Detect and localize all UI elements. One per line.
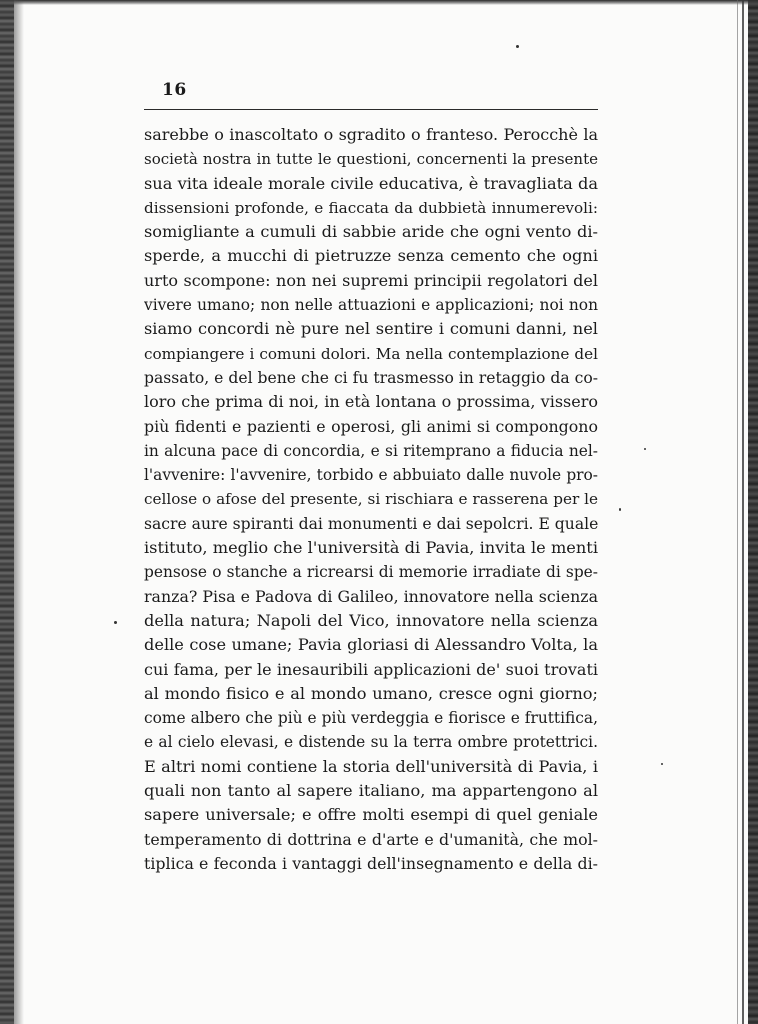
text-line: in alcuna pace di concordia, e si ritemprano a fiducia nel- <box>144 441 598 460</box>
text-line: istituto, meglio che l'università di Pavia, invita le menti <box>144 538 598 558</box>
scan-line-right <box>742 0 744 1024</box>
text-line: ranza? Pisa e Padova di Galileo, innovatore nella scienza <box>144 586 598 606</box>
text-line: passato, e del bene che ci fu trasmesso in retaggio da co- <box>144 368 598 387</box>
scan-border-top <box>0 0 758 5</box>
body-text <box>144 123 598 876</box>
text-line: cellose o afose del presente, si rischiara e rasserena per le <box>144 490 598 509</box>
text-line: dissensioni profonde, e fiaccata da dubbietà innumerevoli: <box>144 198 598 217</box>
scan-speck <box>114 621 117 624</box>
text-line: sapere universale; e offre molti esempi di quel geniale <box>144 805 598 825</box>
text-line: come albero che più e più verdeggia e fiorisce e fruttifica, <box>144 709 598 728</box>
text-line: sua vita ideale morale civile educativa, è travagliata da <box>144 173 598 193</box>
text-line: e al cielo elevasi, e distende su la terra ombre protettrici. <box>144 733 598 752</box>
scan-border-left <box>0 0 14 1024</box>
text-line: vivere umano; non nelle attuazioni e applicazioni; noi non <box>144 296 598 315</box>
text-line: della natura; Napoli del Vico, innovatore nella scienza <box>144 610 598 630</box>
text-line: urto scompone: non nei supremi principii regolatori del <box>144 270 598 290</box>
scan-shadow-left <box>14 0 24 1024</box>
text-line: somigliante a cumuli di sabbie aride che ogni vento di- <box>144 222 598 242</box>
text-line: più fidenti e pazienti e operosi, gli animi si compongono <box>144 416 598 436</box>
text-line: l'avvenire: l'avvenire, torbido e abbuiato dalle nuvole pro- <box>144 466 598 485</box>
scan-speck <box>619 508 621 511</box>
text-line: società nostra in tutte le questioni, concernenti la presente <box>144 150 598 169</box>
text-line: E altri nomi contiene la storia dell'università di Pavia, i <box>144 756 598 776</box>
scan-speck <box>661 763 663 765</box>
text-line: compiangere i comuni dolori. Ma nella contemplazione del <box>144 344 598 363</box>
text-line: al mondo fisico e al mondo umano, cresce ogni giorno; <box>144 683 598 703</box>
header-rule <box>144 109 598 110</box>
text-line: loro che prima di noi, in età lontana o prossima, vissero <box>144 392 598 412</box>
text-line: tiplica e feconda i vantaggi dell'insegnamento e della di- <box>144 853 598 873</box>
text-line: sacre aure spiranti dai monumenti e dai sepolcri. E quale <box>144 514 598 533</box>
scan-border-right <box>748 0 758 1024</box>
text-line: quali non tanto al sapere italiano, ma appartengono al <box>144 781 598 801</box>
scan-speck <box>644 448 646 450</box>
text-line: sarebbe o inascoltato o sgradito o franteso. Perocchè la <box>144 125 598 144</box>
text-line: pensose o stanche a ricrearsi di memorie irradiate di spe- <box>144 563 598 582</box>
page-number: 16 <box>162 80 187 100</box>
scan-speck <box>516 45 519 48</box>
text-line: cui fama, per le inesauribili applicazioni de' suoi trovati <box>144 659 598 679</box>
text-line: delle cose umane; Pavia gloriasi di Alessandro Volta, la <box>144 635 598 655</box>
scan-line-right-inner <box>737 0 738 1024</box>
text-line: siamo concordi nè pure nel sentire i comuni danni, nel <box>144 319 598 339</box>
text-line: sperde, a mucchi di pietruzze senza cemento che ogni <box>144 246 598 266</box>
text-line: temperamento di dottrina e d'arte e d'umanità, che mol- <box>144 829 598 849</box>
